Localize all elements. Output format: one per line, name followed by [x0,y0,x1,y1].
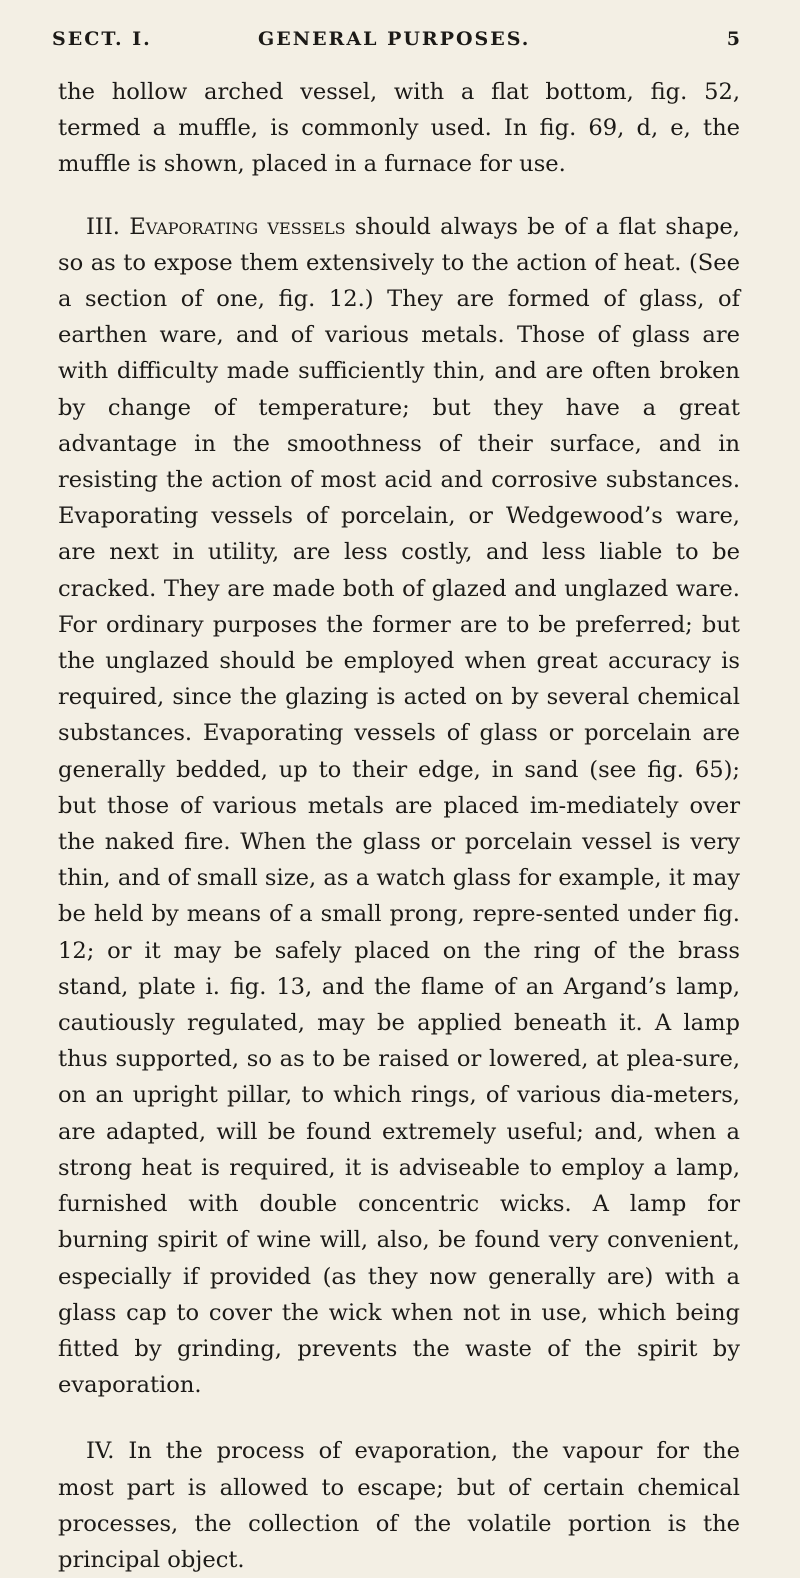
running-head [52,28,742,58]
paragraph-iii-heading: III. Evaporating vessels [86,213,346,240]
paragraph-evaporation-process [58,1433,740,1578]
paragraph-evaporating-vessels [58,209,740,1404]
paragraph-iv-heading: IV. [86,1438,115,1465]
paragraph-continuation [58,74,740,183]
paragraph-iv-text: In the process of evaporation, the vapour for the most part is allowed to escape; but of certain chemical processes, the collection of the volatile portion is the principal object. [58,1438,740,1573]
page-number: 5 [726,28,742,50]
section-label: SECT. I. [52,28,152,50]
paragraph-iii-text: should always be of a flat shape, so as to expose them extensively to the action of heat. (See a section of one, fig. 12.) They are formed of glass, of earthen ware, and of various metals. Those of glass are with difficulty made sufficiently thin, and are often broken by change of temperature; but they have a great advantage in the smoothness of their surface, and in resisting the action of most acid and corrosive substances. Evaporating vessels of porcelain, or Wedgewood’s ware, are next in utility, are less costly, and less liable to be cracked. They are made both of glazed and unglazed ware. For ordinary purposes the former are to be preferred; but the unglazed should be employed when great accuracy is required, since the glazing is acted on by several chemical substances. Evaporating vessels of glass or porcelain are generally bedded, up to their edge, in sand (see fig. 65); but those of various metals are placed im-mediately over the naked fire. When the glass or porcelain vessel is very thin, and of small size, as a watch glass for example, it may be held by means of a small prong, repre-sented under fig. 12; or it may be safely placed on the ring of the brass stand, plate i. fig. 13, and the flame of an Argand’s lamp, cautiously regulated, may be applied beneath it. A lamp thus supported, so as to be raised or lowered, at plea-sure, on an upright pillar, to which rings, of various dia-meters, are adapted, will be found extremely useful; and, when a strong heat is required, it is adviseable to employ a lamp, furnished with double concentric wicks. A lamp for burning spirit of wine will, also, be found very convenient, especially if provided (as they now generally are) with a glass cap to cover the wick when not in use, which being fitted by grinding, prevents the waste of the spirit by evaporation. [58,213,740,1399]
running-title: GENERAL PURPOSES. [258,28,531,50]
body-text [58,74,740,1578]
paragraph-continuation-text: the hollow arched vessel, with a flat bottom, fig. 52, termed a muffle, is commonly used. In fig. 69, d, e, the muffle is shown, placed in a furnace for use. [58,79,740,178]
